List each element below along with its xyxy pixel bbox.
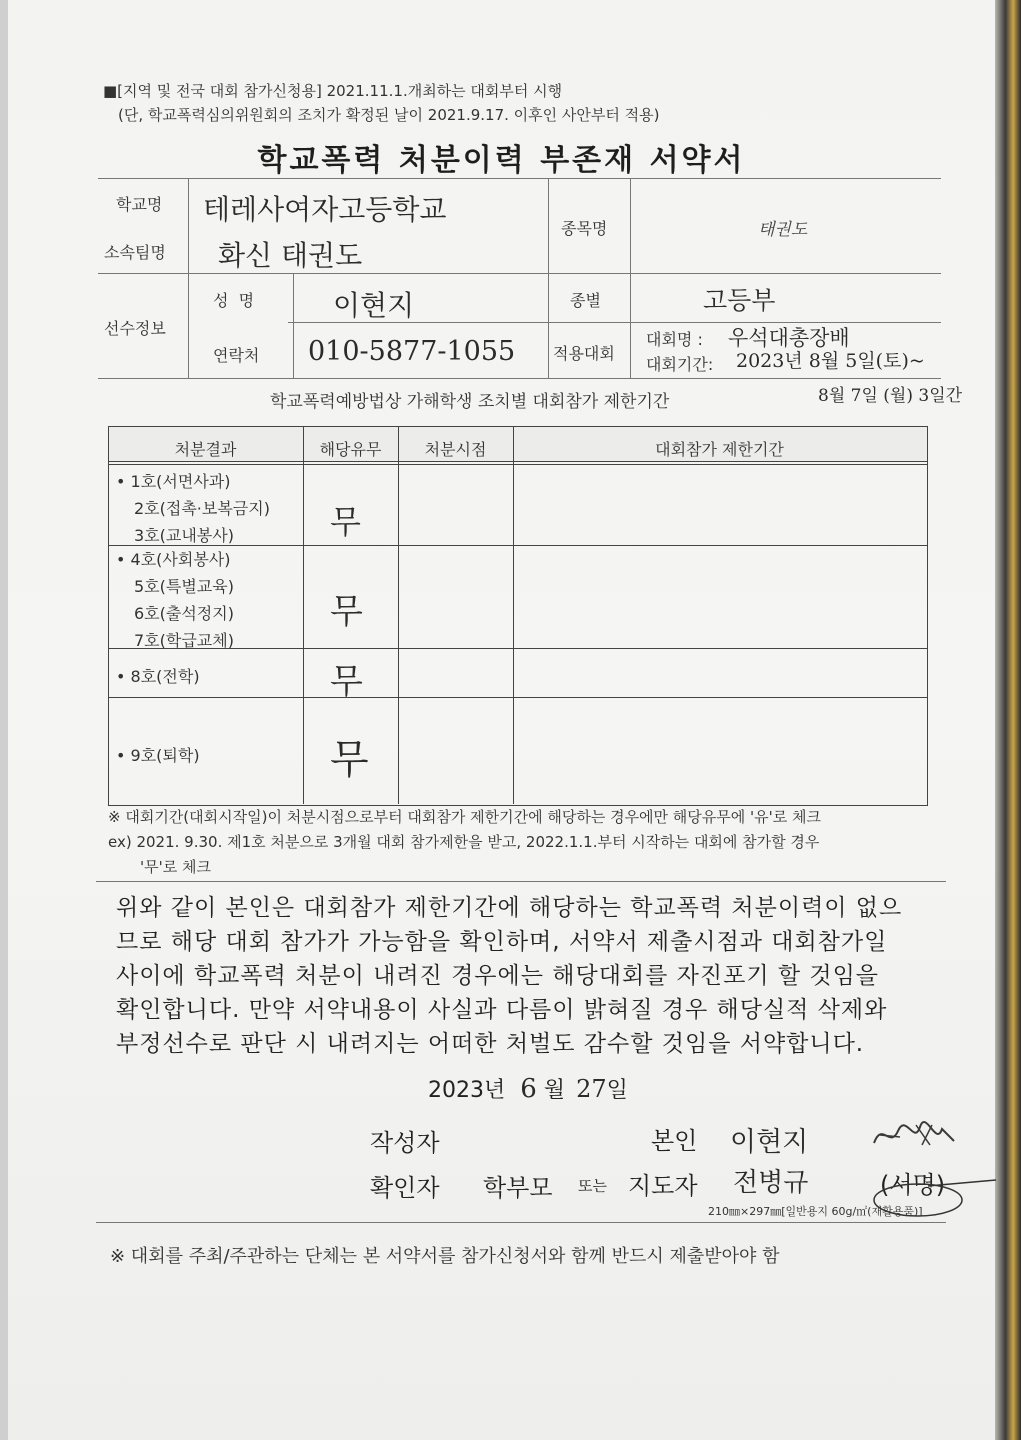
info-grid-vline: [188, 178, 189, 378]
table-col-border: [303, 426, 304, 804]
date-day-unit: 일: [606, 1078, 628, 1103]
table-row-result: 5호(특별교육): [134, 577, 234, 596]
table-note-3: '무'로 체크: [140, 858, 211, 876]
coach-name: 전병규: [733, 1168, 809, 1198]
header-line-1: ■[지역 및 전국 대회 참가신청용] 2021.11.1.개최하는 대회부터 시행: [103, 82, 563, 100]
table-row-result: • 4호(사회봉사): [116, 550, 231, 569]
info-grid-top: [98, 178, 941, 179]
footer-divider: [96, 1222, 946, 1223]
pledge-line: 부정선수로 판단 시 내려지는 어떠한 처벌도 감수할 것임을 서약합니다.: [116, 1031, 865, 1057]
contact-label: 연락처: [213, 346, 260, 365]
coach-label: 지도자: [628, 1172, 698, 1200]
header-line-2: (단, 학교폭력심의위원회의 조치가 확정된 날이 2021.9.17. 이후인 사안부터 적용): [118, 106, 660, 124]
school-label: 학교명: [116, 195, 163, 214]
background-edge-left: [0, 0, 8, 1440]
name-label: 성 명: [213, 291, 255, 310]
event-value: 태권도: [758, 220, 808, 240]
competition-period-value-2: 8월 7일 (월) 3일간: [818, 386, 963, 406]
table-row-applicable: 무: [330, 662, 363, 702]
sign-label: (서명): [880, 1171, 946, 1199]
table-header-border: [108, 464, 928, 465]
self-signature: [870, 1115, 958, 1155]
table-row-result: 7호(학급교체): [134, 631, 234, 650]
competition-label: 적용대회: [553, 344, 615, 363]
date-day: 27: [576, 1075, 607, 1103]
date-month: 6: [520, 1074, 537, 1104]
info-grid-vline: [630, 178, 631, 378]
table-col-border: [398, 426, 399, 804]
contact-value: 010-5877-1055: [308, 336, 516, 367]
col-header-timing: 처분시점: [424, 440, 487, 459]
writer-label: 작성자: [370, 1129, 440, 1157]
competition-period-label: 대회기간:: [646, 355, 714, 374]
table-row-result: • 8호(전학): [116, 667, 200, 686]
school-value: 테레사여자고등학교: [203, 193, 447, 226]
parent-label: 학부모: [483, 1174, 553, 1202]
table-row-result: 3호(교내봉사): [134, 526, 234, 545]
confirm-label: 확인자: [370, 1174, 440, 1202]
player-info-label: 선수정보: [104, 319, 166, 338]
pledge-line: 므로 해당 대회 참가가 가능함을 확인하며, 서약서 제출시점과 대회참가일: [116, 929, 888, 955]
event-label: 종목명: [561, 219, 608, 238]
document-title: 학교폭력 처분이력 부존재 서약서: [257, 143, 746, 178]
table-note-2: ex) 2021. 9.30. 제1호 처분으로 3개월 대회 참가제한을 받고, 2022.1.1.부터 시작하는 대회에 참가할 경우: [108, 833, 820, 851]
table-note-1: ※ 대회기간(대회시작일)이 처분시점으로부터 대회참가 제한기간에 해당하는 경우에만 해당유무에 '유'로 체크: [108, 808, 821, 826]
division-label: 종별: [570, 291, 601, 310]
info-grid-vline: [548, 178, 549, 378]
table-row-result: 6호(출석정지): [134, 604, 234, 623]
col-header-applicable: 해당유무: [319, 440, 382, 459]
self-label: 본인: [651, 1127, 698, 1155]
table-row-border: [108, 697, 928, 698]
table-row-result: • 9호(퇴학): [116, 746, 200, 765]
name-value: 이현지: [333, 289, 415, 322]
table-row-applicable: 무: [330, 503, 361, 541]
table-row-applicable: 무: [330, 737, 369, 783]
paper-spec: 210㎜×297㎜[일반용지 60g/㎡(재활용품)]: [708, 1205, 923, 1218]
col-header-result: 처분결과: [174, 440, 237, 459]
table-caption: 학교폭력예방법상 가해학생 조치별 대회참가 제한기간: [270, 392, 670, 412]
table-col-border: [513, 426, 514, 804]
self-name: 이현지: [730, 1127, 809, 1158]
date-month-unit: 월: [543, 1078, 566, 1103]
or-label: 또는: [578, 1177, 607, 1195]
table-row-result: 2호(접촉·보복금지): [134, 499, 270, 518]
pledge-line: 위와 같이 본인은 대회참가 제한기간에 해당하는 학교폭력 처분이력이 없으: [116, 895, 903, 921]
competition-name-label: 대회명 :: [646, 330, 703, 349]
info-grid-vline: [293, 273, 294, 378]
competition-period-value: 2023년 8월 5일(토)~: [736, 350, 925, 372]
section-divider: [96, 881, 946, 882]
info-grid-bottom: [98, 378, 941, 379]
table-row-result: • 1호(서면사과): [116, 472, 231, 491]
team-value: 화신 태권도: [218, 239, 363, 272]
division-value: 고등부: [703, 286, 776, 315]
col-header-restriction: 대회참가 제한기간: [655, 440, 784, 459]
pledge-line: 확인합니다. 만약 서약내용이 사실과 다름이 밝혀질 경우 해당실적 삭제와: [116, 997, 888, 1023]
team-label: 소속팀명: [104, 243, 166, 262]
competition-name-value: 우석대총장배: [728, 326, 850, 350]
table-row-applicable: 무: [330, 592, 363, 632]
document-sheet: [8, 0, 995, 1440]
table-header-border: [108, 461, 928, 462]
footer-note: ※ 대회를 주최/주관하는 단체는 본 서약서를 참가신청서와 함께 반드시 제출받아야 함: [110, 1246, 780, 1267]
date-line: [428, 1073, 628, 1104]
date-year: 2023년: [428, 1078, 506, 1103]
pledge-line: 사이에 학교폭력 처분이 내려진 경우에는 해당대회를 자진포기 할 것임을: [116, 963, 880, 989]
